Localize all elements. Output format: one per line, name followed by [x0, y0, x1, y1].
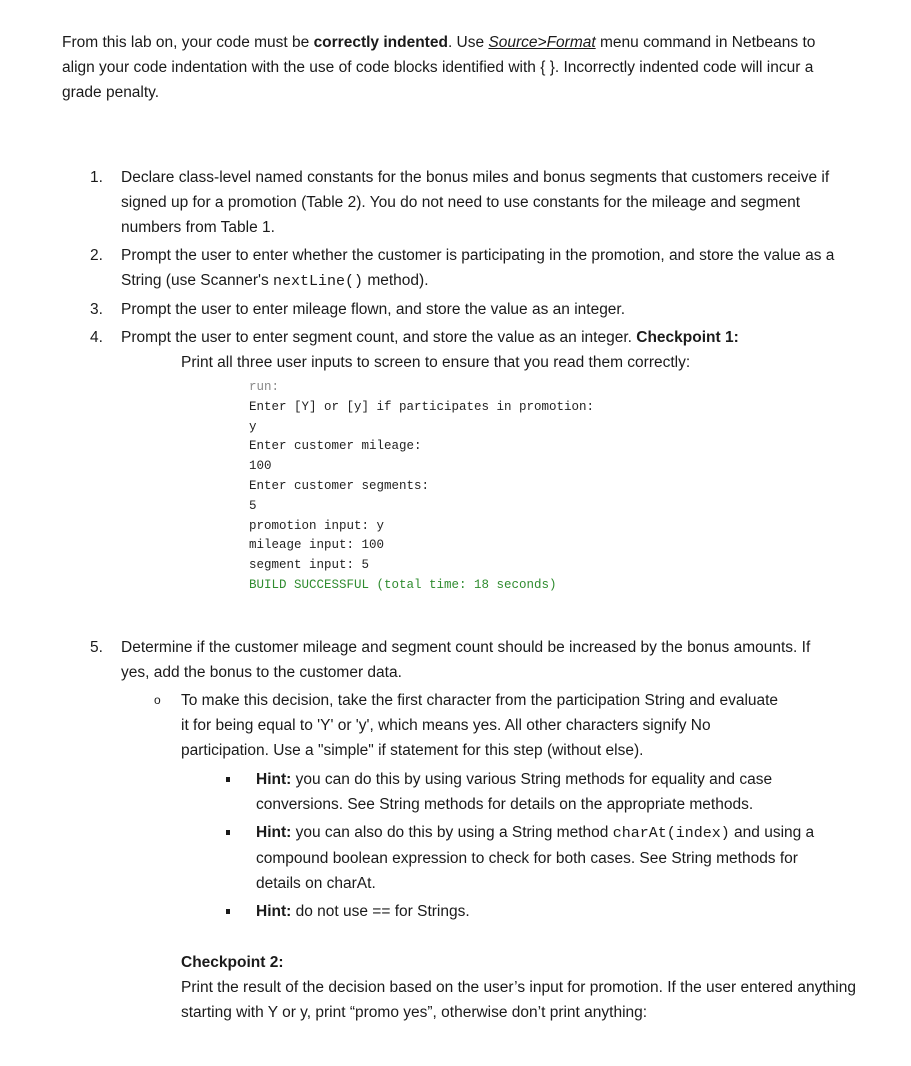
step-2	[90, 243, 850, 294]
hint-label: Hint:	[256, 771, 292, 788]
checkpoint-1-label: Checkpoint 1:	[636, 329, 739, 346]
console-line: 5	[249, 498, 257, 513]
console-line: y	[249, 419, 257, 434]
hint-text-part: you can also do this by using a String method	[291, 824, 613, 841]
intro-bold-text: correctly indented	[313, 34, 448, 51]
step-4	[90, 325, 850, 350]
sub-item-text: To make this decision, take the first character from the participation String and evaluate it for being equal to 'Y' or 'y', which means yes. All other characters signify No participation. Use a "simple" if statement for this step (without else).	[181, 692, 779, 759]
checkpoint-2-text: Print the result of the decision based on the user’s input for promotion. If the user entered anything starting with Y or y, print “promo yes”, otherwise don’t print anything:	[181, 979, 856, 1021]
step-number: 1.	[90, 169, 103, 186]
hint-text	[256, 899, 816, 924]
checkpoint-2	[181, 950, 861, 1025]
step-text: Declare class-level named constants for the bonus miles and bonus segments that customers receive if signed up for a promotion (Table 2). You do not need to use constants for the mileage and segment numbers from Table 1.	[121, 169, 830, 236]
step-text-part: Prompt the user to enter whether the customer is participating in the promotion, and store the value as a String (use Scanner's	[121, 247, 835, 289]
hint-2	[226, 820, 826, 896]
console-line: run:	[249, 380, 280, 394]
step-3	[90, 297, 850, 322]
hint-1	[226, 767, 826, 817]
console-line: Enter customer segments:	[249, 478, 430, 493]
sub-item	[154, 688, 834, 763]
circle-bullet-icon: o	[154, 693, 161, 707]
console-line: mileage input: 100	[249, 538, 385, 553]
step-text	[121, 243, 841, 294]
intro-text: menu command in Netbeans to align your code indentation with the use of code blocks identified with { }. Incorrectly indented code will incur a grade penalty.	[62, 34, 816, 101]
step-number: 4.	[90, 329, 103, 346]
step-number: 3.	[90, 301, 103, 318]
hint-text	[256, 767, 816, 817]
intro-text: . Use	[447, 34, 489, 51]
hint-label: Hint:	[256, 903, 292, 920]
console-line: Enter customer mileage:	[249, 439, 422, 454]
step-number: 2.	[90, 247, 103, 264]
hint-label: Hint:	[256, 824, 292, 841]
step-text-part: Prompt the user to enter segment count, and store the value as an integer.	[121, 329, 637, 346]
console-line: Enter [Y] or [y] if participates in promotion:	[249, 399, 595, 414]
console-line: 100	[249, 459, 272, 474]
console-line: promotion input: y	[249, 518, 385, 533]
step-number: 5.	[90, 639, 103, 656]
checkpoint-2-label: Checkpoint 2:	[181, 954, 284, 971]
step-text: Determine if the customer mileage and segment count should be increased by the bonus amounts. If yes, add the bonus to the customer data.	[121, 639, 811, 681]
console-line: segment input: 5	[249, 558, 370, 573]
hint-text-part: you can do this by using various String methods for equality and case conversions. See String methods for details on the appropriate methods.	[256, 771, 773, 813]
step-text-part: method).	[363, 272, 429, 289]
hint-text	[256, 820, 816, 896]
step-text: Prompt the user to enter mileage flown, and store the value as an integer.	[121, 301, 626, 318]
console-output	[249, 378, 669, 596]
square-bullet-icon	[226, 909, 230, 914]
console-line-build-status: BUILD SUCCESSFUL (total time: 18 seconds)	[249, 577, 557, 592]
hint-3	[226, 899, 826, 924]
square-bullet-icon	[226, 830, 230, 835]
hint-text-part: and using a compound boolean expression to check for both cases. See String methods for details on charAt.	[256, 824, 815, 892]
intro-paragraph	[62, 30, 822, 105]
source-format-link[interactable]: Source>Format	[488, 34, 596, 51]
square-bullet-icon	[226, 777, 230, 782]
step-1	[90, 165, 850, 240]
inline-code: nextLine()	[273, 273, 364, 290]
step-text	[121, 325, 841, 350]
checkpoint-1-text: Print all three user inputs to screen to ensure that you read them correctly:	[181, 354, 691, 371]
inline-code: charAt(index)	[612, 825, 730, 842]
hint-text-part: do not use == for Strings.	[291, 903, 470, 920]
step-5	[90, 635, 850, 685]
intro-text: From this lab on, your code must be	[62, 34, 314, 51]
